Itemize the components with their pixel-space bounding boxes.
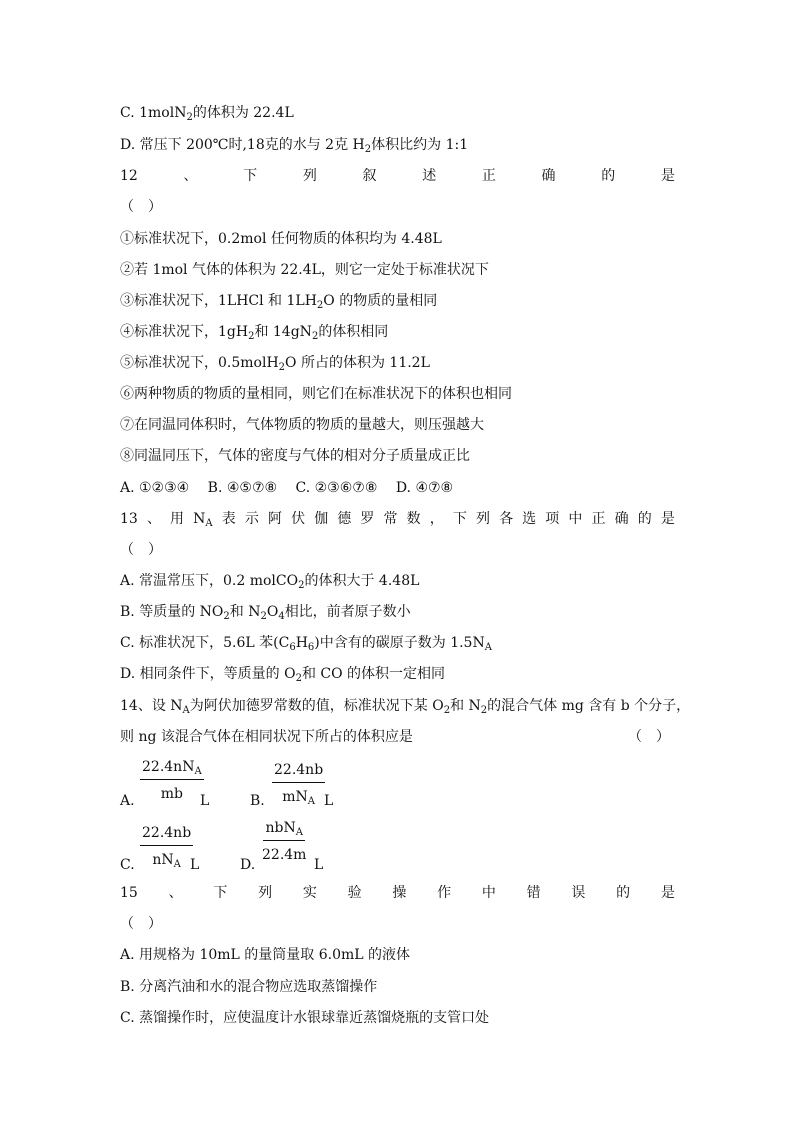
stem-char: 各	[499, 511, 514, 527]
stem-char: 述	[422, 168, 437, 184]
q11-d-tail: 体积比约为 1:1	[371, 137, 469, 153]
stem-char: 表	[221, 511, 236, 527]
stem-char: 确	[541, 168, 556, 184]
q12-item-4-mid: 和 14gN	[254, 324, 312, 340]
q12-item-7: ⑦在同温同体积时，气体物质的物质的量越大，则压强越大	[120, 417, 484, 433]
numerator-text: 22.4nN	[142, 759, 195, 775]
q13-stem	[120, 510, 675, 528]
subscript: A	[173, 859, 181, 870]
q13-a-text: A. 常温常压下，0.2 molCO	[120, 573, 299, 589]
q12-item-3	[120, 292, 437, 310]
q14-stem-line-1	[120, 697, 690, 715]
subscript: A	[182, 705, 190, 716]
q12-item-5-text: ⑤标准状况下，0.5molH	[120, 355, 279, 371]
stem-char: 常	[383, 511, 398, 527]
subscript: A	[205, 518, 213, 529]
subscript: 6	[307, 642, 315, 653]
q14-option-b-unit: L	[324, 793, 334, 809]
q11-d-text: D. 常压下 200℃时,18克的水与 2克 H	[120, 137, 365, 153]
q14-paren: （ ）	[628, 729, 670, 745]
stem-char: 作	[437, 885, 452, 901]
q14-option-c-fraction	[140, 825, 193, 868]
q14-option-a-unit: L	[200, 793, 210, 809]
q13-a-tail: 的体积大于 4.48L	[304, 573, 420, 589]
stem-char: 错	[526, 885, 541, 901]
q15-option-b: B. 分离汽油和水的混合物应选取蒸馏操作	[120, 979, 378, 995]
stem-char: 伏	[291, 511, 306, 527]
fraction-denominator	[282, 783, 315, 805]
subscript: 2	[364, 144, 372, 155]
stem-char: 罗	[360, 511, 375, 527]
q12-item-4	[120, 323, 388, 341]
q14-option-c-label: C.	[120, 857, 135, 873]
q14-option-b-label: B.	[250, 793, 265, 809]
stem-char: 是	[660, 885, 675, 901]
q12-item-1: ①标准状况下，0.2mol 任何物质的体积均为 4.48L	[120, 231, 442, 247]
subscript: 2	[248, 331, 255, 342]
q12-item-4-text: ④标准状况下，1gH	[120, 324, 249, 340]
q12-stem	[120, 167, 675, 185]
subscript: 2	[316, 300, 324, 311]
subscript: 2	[311, 331, 319, 342]
q13-b-mid2: O	[266, 604, 279, 620]
q15-option-c: C. 蒸馏操作时，应使温度计水银球靠近蒸馏烧瓶的支管口处	[120, 1010, 490, 1026]
q13-b-mid: 和 N	[229, 604, 261, 620]
q12-item-6: ⑥两种物质的物质的量相同，则它们在标准状况下的体积也相同	[120, 386, 512, 402]
stem-char: 下	[452, 511, 467, 527]
subscript: 2	[298, 580, 305, 591]
fraction-numerator	[140, 759, 204, 780]
q14-line1-tail: 的混合气体 mg 含有 b 个分子，	[487, 698, 691, 714]
q12-item-2: ②若 1mol 气体的体积为 22.4L，则它一定处于标准状况下	[120, 262, 489, 278]
q14-line1-mid2: 和 N	[450, 698, 481, 714]
fraction-numerator	[263, 820, 304, 841]
stem-char: 阿	[267, 511, 282, 527]
fraction-denominator: 22.4m	[262, 847, 307, 863]
subscript: A	[484, 642, 492, 653]
stem-char: 是	[660, 511, 675, 527]
stem-char: 伽	[314, 511, 329, 527]
q13-d-text: D. 相同条件下，等质量的 O	[120, 666, 296, 682]
q12-item-3-tail: O 的物质的量相同	[323, 293, 438, 309]
stem-char: 、	[146, 511, 161, 527]
q14-line1-text: 14、设 N	[120, 698, 183, 714]
stem-char: 中	[568, 511, 583, 527]
q12-options: A. ①②③④ B. ④⑤⑦⑧ C. ②③⑥⑦⑧ D. ④⑦⑧	[120, 480, 454, 496]
stem-char: 误	[571, 885, 586, 901]
subscript: 2	[186, 112, 193, 123]
fraction-numerator: 22.4nb	[272, 762, 325, 783]
stem-char: 的	[616, 885, 631, 901]
q14-option-a-fraction	[140, 759, 204, 802]
q12-paren: （ ）	[120, 199, 162, 215]
stem-char: 、	[168, 885, 183, 901]
subscript: 2	[223, 611, 230, 622]
stem-char: 正	[591, 511, 606, 527]
stem-char: 列	[258, 885, 273, 901]
subscript: 2	[443, 705, 451, 716]
stem-char: 操	[392, 885, 407, 901]
stem-char: 的	[601, 168, 616, 184]
q11-option-d	[120, 136, 468, 154]
q13-b-text: B. 等质量的 NO	[120, 604, 224, 620]
q13-c-tail: )中含有的碳原子数为 1.5N	[314, 635, 485, 651]
denominator-text: mN	[282, 789, 308, 805]
q14-option-d-label: D.	[240, 857, 256, 873]
subscript: 2	[278, 362, 286, 373]
fraction-numerator: 22.4nb	[140, 825, 193, 846]
q14-option-d-unit: L	[314, 857, 324, 873]
stem-char: 数	[406, 511, 421, 527]
fraction-denominator: mb	[160, 786, 183, 802]
q11-option-c	[120, 104, 294, 122]
numerator-text: nbN	[265, 820, 296, 836]
stem-char: 用	[170, 511, 185, 527]
stem-char: 是	[660, 168, 675, 184]
q12-item-5	[120, 354, 430, 372]
stem-char: 确	[614, 511, 629, 527]
subscript: 2	[260, 611, 267, 622]
q13-c-mid: H	[295, 635, 308, 651]
stem-char: 示	[244, 511, 259, 527]
q13-option-b	[120, 603, 411, 621]
stem-char: 、	[183, 168, 198, 184]
q13-option-d	[120, 665, 445, 683]
q15-stem	[120, 884, 675, 902]
q11-c-tail: 的体积为 22.4L	[192, 105, 294, 121]
subscript: 2	[295, 673, 302, 684]
q12-item-4-tail: 的体积相同	[318, 324, 389, 340]
stem-char: 下	[243, 168, 258, 184]
stem-char: 中	[481, 885, 496, 901]
q13-option-c	[120, 634, 492, 652]
q14-line1-mid: 为阿伏加德罗常数的值，标准状况下某 O	[189, 698, 444, 714]
stem-char: 德	[337, 511, 352, 527]
stem-char: 实	[302, 885, 317, 901]
denominator-text: nN	[152, 852, 174, 868]
stem-char: ，	[429, 511, 444, 527]
stem-char: 项	[545, 511, 560, 527]
subscript: 6	[289, 642, 296, 653]
stem-char: 正	[481, 168, 496, 184]
subscript: A	[194, 766, 202, 777]
stem-char: 选	[522, 511, 537, 527]
stem-char: 验	[347, 885, 362, 901]
stem-char: 12	[120, 168, 138, 184]
q14-option-c-unit: L	[190, 857, 200, 873]
q13-option-a	[120, 572, 419, 590]
q14-stem-line-2: 则 ng 该混合气体在相同状况下所占的体积应是	[120, 729, 413, 745]
q13-paren: （ ）	[120, 542, 162, 558]
q11-c-text: C. 1molN	[120, 105, 187, 121]
stem-char: 列	[475, 511, 490, 527]
subscript: A	[295, 827, 303, 838]
q14-option-d-fraction	[262, 820, 306, 863]
subscript: 4	[278, 611, 285, 622]
q15-option-a: A. 用规格为 10mL 的量筒量取 6.0mL 的液体	[120, 947, 411, 963]
stem-char: 下	[213, 885, 228, 901]
q12-item-8: ⑧同温同压下，气体的密度与气体的相对分子质量成正比	[120, 448, 470, 464]
q15-paren: （ ）	[120, 916, 162, 932]
stem-char: 的	[637, 511, 652, 527]
stem-char: $N_A$	[193, 511, 213, 529]
q12-item-3-text: ③标准状况下，1LHCl 和 1LH	[120, 293, 317, 309]
subscript: A	[307, 796, 315, 807]
stem-char: 15	[120, 885, 138, 901]
stem-char: 列	[302, 168, 317, 184]
q12-item-5-tail: O 所占的体积为 11.2L	[285, 355, 430, 371]
q13-b-tail: 相比，前者原子数小	[284, 604, 411, 620]
q14-option-a-label: A.	[120, 793, 135, 809]
fraction-denominator	[152, 846, 181, 868]
q13-d-tail: 和 CO 的体积一定相同	[301, 666, 446, 682]
q13-c-text: C. 标准状况下，5.6L 苯(C	[120, 635, 290, 651]
stem-char: 13	[120, 511, 138, 527]
subscript: 2	[480, 705, 488, 716]
q14-option-b-fraction	[272, 762, 325, 805]
stem-char: 叙	[362, 168, 377, 184]
